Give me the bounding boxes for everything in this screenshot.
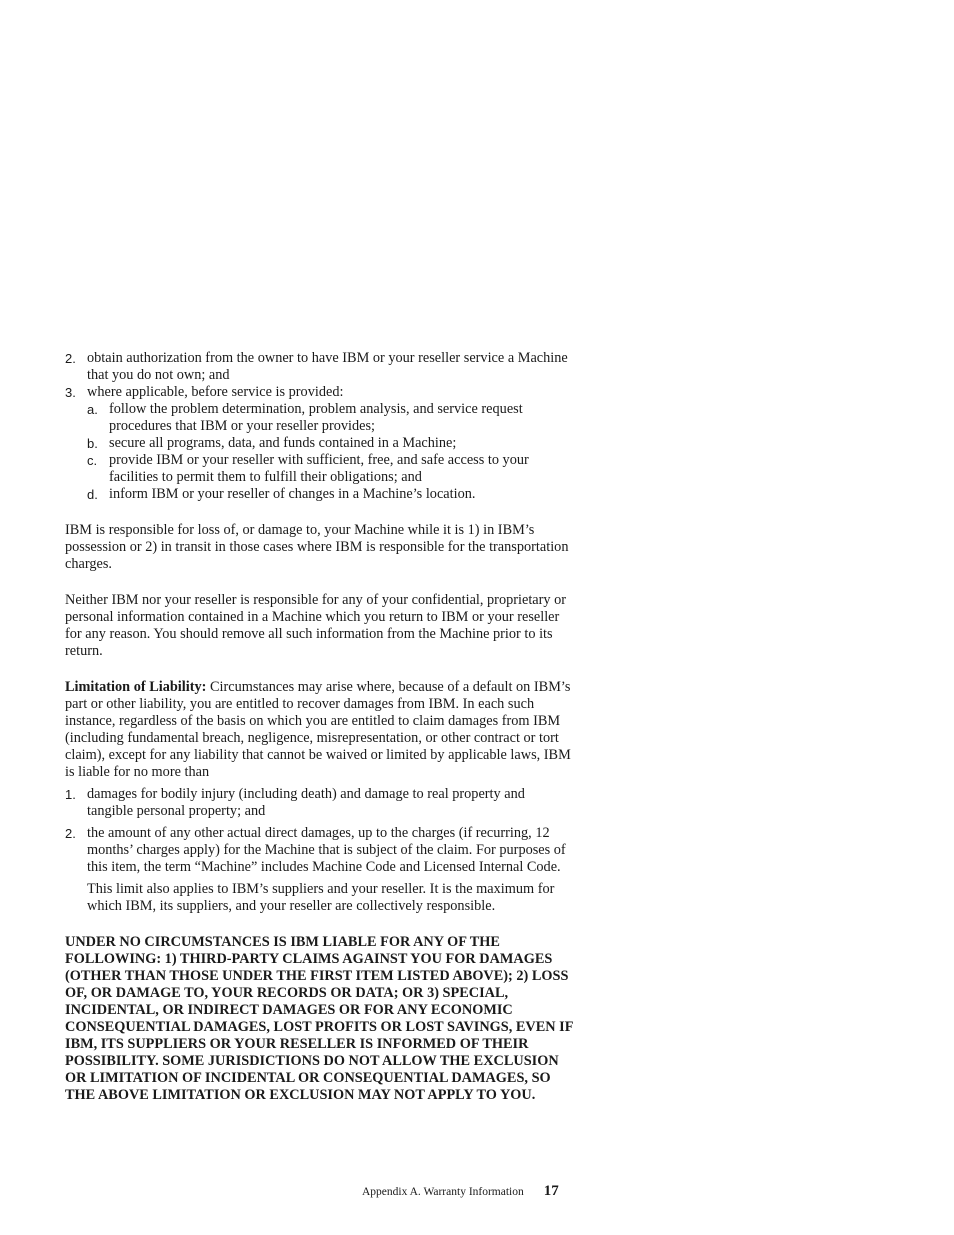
sublist-item: [65, 486, 573, 503]
sublist-item: [65, 435, 573, 452]
sublist-label: c.: [87, 453, 98, 468]
list-number: 2.: [65, 826, 76, 841]
list-number: 3.: [65, 385, 76, 400]
sublist-label: d.: [87, 487, 98, 502]
disclaimer: UNDER NO CIRCUMSTANCES IS IBM LIABLE FOR ANY OF THE FOLLOWING: 1) THIRD-PARTY CLAIMS AGAINST YOU FOR DAMAGES (OTHER THAN THOSE UNDER THE FIRST ITEM LISTED ABOVE); 2) LOSS OF, OR DAMAGE TO, YOUR RECORDS OR DATA; OR 3) SPECIAL, INCIDENTAL, OR INDIRECT DAMAGES OR FOR ANY ECONOMIC CONSEQUENTIAL DAMAGES, LOST PROFITS OR LOST SAVINGS, EVEN IF IBM, ITS SUPPLIERS OR YOUR RESELLER IS INFORMED OF THEIR POSSIBILITY. SOME JURISDICTIONS DO NOT ALLOW THE EXCLUSION OR LIMITATION OF INCIDENTAL OR CONSEQUENTIAL DAMAGES, SO THE ABOVE LIMITATION OR EXCLUSION MAY NOT APPLY TO YOU.: [65, 934, 573, 1103]
paragraph-limitation-of-liability: [65, 679, 573, 781]
liability-heading: Limitation of Liability:: [65, 679, 207, 695]
sublist-item-text: follow the problem determination, problem analysis, and service request procedures that IBM or your reseller provides;: [109, 401, 523, 434]
list-note: This limit also applies to IBM’s suppliers and your reseller. It is the maximum for which IBM, its suppliers, and your reseller are collectively responsible.: [87, 881, 555, 914]
liability-text: Circumstances may arise where, because of a default on IBM’s part or other liability, you are entitled to recover damages from IBM. In each such instance, regardless of the basis on which you are entitled to claim damages from IBM (including fundamental breach, negligence, misrepresentation, or other contract or tort claim), except for any liability that cannot be waived or limited by applicable laws, IBM is liable for no more than: [65, 679, 571, 780]
sublist-label: b.: [87, 436, 98, 451]
list-number: 1.: [65, 787, 76, 802]
list-item-text: obtain authorization from the owner to have IBM or your reseller service a Machine that you do not own; and: [87, 350, 568, 383]
sublist-item-text: provide IBM or your reseller with sufficient, free, and safe access to your facilities to permit them to fulfill their obligations; and: [109, 452, 529, 485]
list-item-text: where applicable, before service is provided:: [87, 384, 344, 400]
sublist-item-text: secure all programs, data, and funds contained in a Machine;: [109, 435, 457, 451]
sublist-item-text: inform IBM or your reseller of changes in a Machine’s location.: [109, 486, 476, 502]
page-footer: [362, 1182, 559, 1200]
sublist-item: [65, 401, 573, 435]
list-item: [65, 825, 573, 876]
list-item: [65, 384, 573, 401]
list-item: [65, 786, 573, 820]
list-item-text: damages for bodily injury (including death) and damage to real property and tangible personal property; and: [87, 786, 525, 819]
sublist-item: [65, 452, 573, 486]
page-body: [65, 350, 573, 1104]
paragraph-loss-responsibility: IBM is responsible for loss of, or damage to, your Machine while it is 1) in IBM’s possession or 2) in transit in those cases where IBM is responsible for the transportation charges.: [65, 522, 569, 572]
list-item: [65, 350, 573, 384]
list-number: 2.: [65, 351, 76, 366]
footer-text: Appendix A. Warranty Information: [362, 1186, 524, 1198]
page-number: 17: [543, 1183, 559, 1199]
paragraph-confidential-information: Neither IBM nor your reseller is responsible for any of your confidential, proprietary or personal information contained in a Machine which you return to IBM or your reseller for any reason. You should remove all such information from the Machine prior to its return.: [65, 592, 567, 659]
list-item-text: the amount of any other actual direct damages, up to the charges (if recurring, 12 months’ charges apply) for the Machine that is subject of the claim. For purposes of this item, the term “Machine” includes Machine Code and Licensed Internal Code.: [87, 825, 566, 875]
sublist-label: a.: [87, 402, 98, 417]
